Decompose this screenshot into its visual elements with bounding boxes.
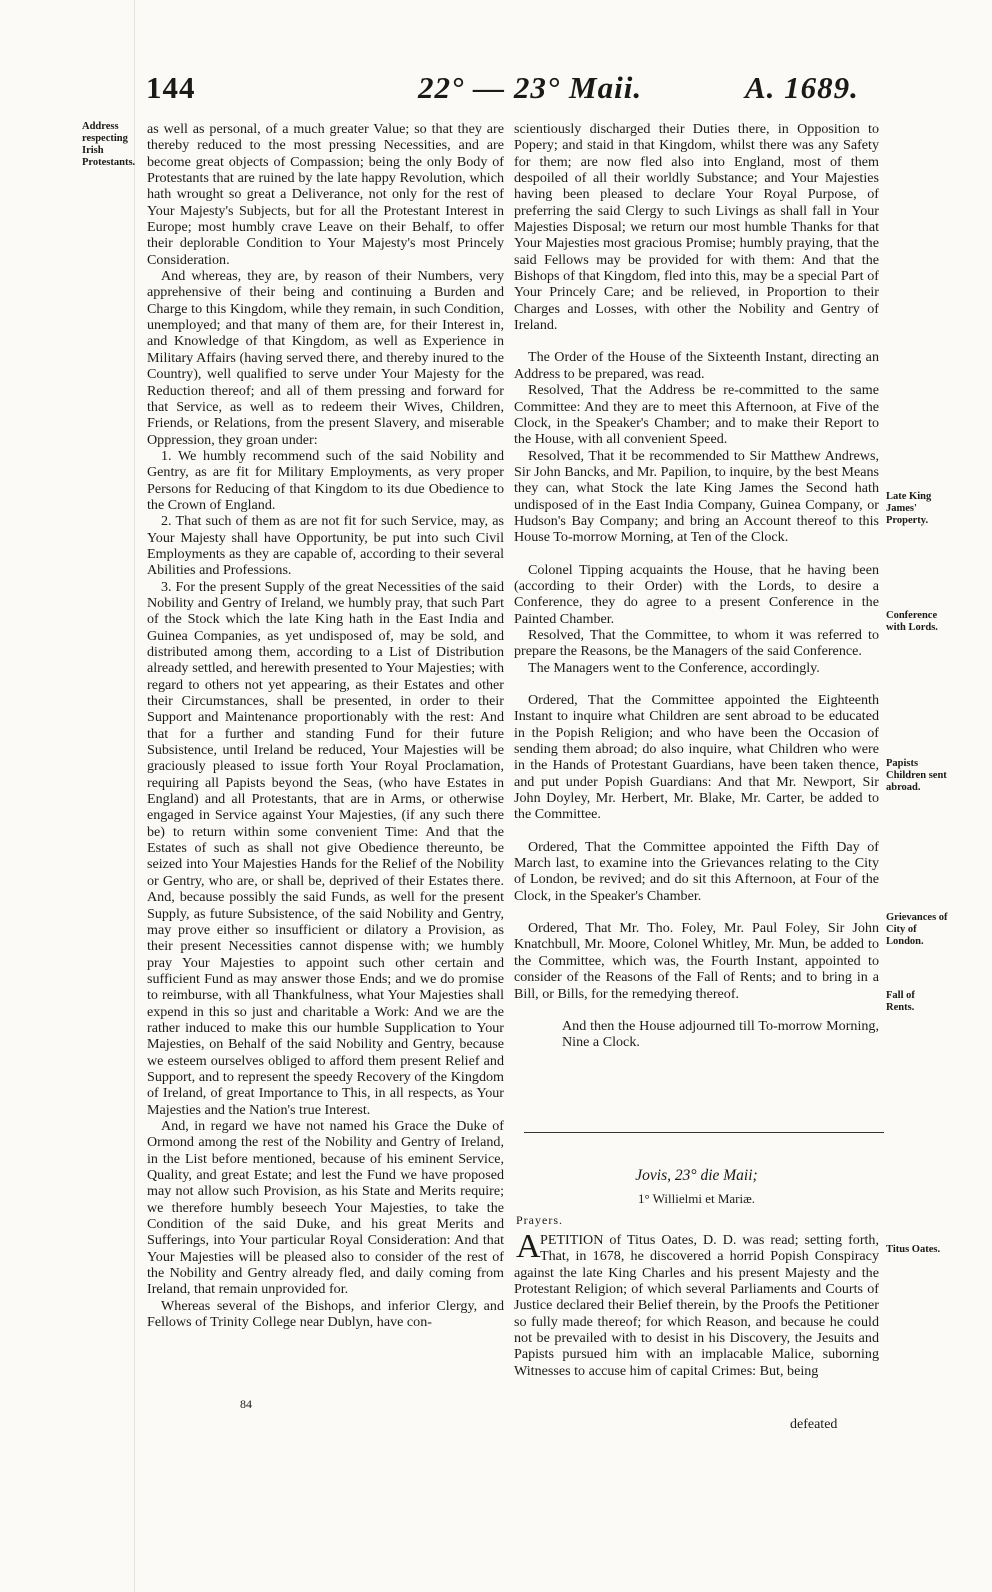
paragraph: as well as personal, of a much greater Value; so that they are thereby reduced to the most pressing Necessities, and are become great objects of Compassion; being the only Body of Protestants that are ruined by the late happy Revolution, which hath wrought so great a Deliverance, not only for the rest of Your Majesty's Subjects, but for all the Protestant Interest in Europe; most humbly crave Leave on their Behalf, to offer their deplorable Condition to Your Majesty's most Princely Consideration. (147, 121, 504, 268)
paragraph: Whereas several of the Bishops, and inferior Clergy, and Fellows of Trinity College near Dublyn, have con- (147, 1297, 504, 1331)
paragraph: Ordered, That Mr. Tho. Foley, Mr. Paul Foley, Sir John Knatchbull, Mr. Moore, Colonel Whitley, Mr. Mun, be added to the Committee, which was, the Fourth Instant, appointed to consider of the Reasons of the Fall of Rents; and to bring in a Bill, or Bills, for the remedying thereof. (514, 920, 879, 1002)
paragraph: Resolved, That the Committee, to whom it was referred to prepare the Reasons, be the Managers of the said Conference. (514, 626, 879, 660)
margin-note-grievances: Grievances of City of London. (886, 912, 948, 947)
margin-note-late-king: Late King James' Property. (886, 491, 932, 526)
prayers-heading: Prayers. (516, 1213, 563, 1227)
paragraph: Ordered, That the Committee appointed the Eighteenth Instant to inquire what Children are sent abroad to be educated in the Popish Religion; and who have been the Occasion of sending them abroad; do also inquire, what Children who were in the Hands of Protestant Guardians, have been taken thence, and put under Popish Guardians: And that Mr. Newport, Sir John Doyley, Mr. Herbert, Mr. Blake, Mr. Carter, be added to the Committee. (514, 692, 879, 823)
day-subheading: 1° Willielmi et Mariæ. (637, 1191, 756, 1206)
catchword: defeated (790, 1417, 838, 1432)
day-heading: Jovis, 23° die Maii; (635, 1167, 758, 1184)
paragraph: And, in regard we have not named his Grace the Duke of Ormond among the rest of the Nobility and Gentry of Ireland, in the List before mentioned, because of his eminent Service, Quality, and great Estate; and lest the Fund we have proposed may not allow such Provision, as his State and Merits require; we therefore humbly beseech Your Majesties, to take the Condition of the said Duke, and his great Merits and Sufferings, into Your particular Royal Consideration: And that Your Majesties will be pleased also to consider of the rest of the Nobility and Gentry already fled, and daily coming from Ireland, that remain unprovided for. (147, 1117, 504, 1298)
paragraph: Ordered, That the Committee appointed the Fifth Day of March last, to examine into the Grievances relating to the City of London, be revived; and do sit this Afternoon, at Four of the Clock, in the Speaker's Chamber. (514, 838, 879, 904)
margin-note-fall-rents: Fall of Rents. (886, 990, 915, 1013)
right-column (514, 121, 879, 1051)
paragraph: Resolved, That it be recommended to Sir Matthew Andrews, Sir John Bancks, and Mr. Papilion, to inquire, by the best Means they can, what Stock the late King James the Second hath undisposed of in the East India Company, Guinea Company, or Hudson's Bay Company; and bring an Account thereof to this House To-morrow Morning, at Ten of the Clock. (514, 447, 879, 546)
running-year: A. 1689. (745, 70, 859, 105)
running-dates: 22° — 23° Maii. (418, 70, 643, 105)
signature-mark: 84 (240, 1397, 252, 1411)
margin-note-conference: Conference with Lords. (886, 610, 938, 633)
section-divider (524, 1132, 884, 1134)
petition-paragraph (514, 1228, 879, 1379)
paragraph: 3. For the present Supply of the great Necessities of the said Nobility and Gentry of Ireland, we humbly pray, that such Part of the Stock which the late King hath in the East India and Guinea Companies, as yet undisposed of, may be sold, and distributed among them, according to a List of Distribution already settled, and herewith presented to Your Majesties; with regard to others not yet appearing, as their Estates and other their Circumstances, shall be presented, in order to their Support and Maintenance proportionably with the rest: And that for a further and standing Fund for their future Subsistence, until Ireland be reduced, Your Majesties will be graciously pleased to issue forth Your Royal Proclamation, requiring all Papists beyond the Seas, (who have Estates in England) and all Protestants, that are in Arms, or otherwise engaged in Service against Your Majesties, (if any such there be) to return within some convenient Time: And that the Estates of such as shall not give Obedience thereunto, be seized into Your Majesties Hands for the Relief of the Nobility or Gentry, who are, or shall be, deprived of their Estates there. And, because possibly the said Funds, as well for the present Supply, as future Subsistence, of the said Nobility and Gentry, may prove either so insufficient or dilatory a Provision, as their present Necessities cannot dispense with; we humbly pray Your Majesties to appoint such other certain and sufficient Fund as may answer those Ends; and we do promise to reimburse, with all Thankfulness, what Your Majesties shall expend in this so just and charitable a Work: And we are the rather induced to make this our humble Supplication to Your Majesties, on Behalf of the said Nobility and Gentry, because we esteem ourselves obliged to afford them present Relief and Support, and to represent the speedy Recovery of the Kingdom of Ireland, of great Importance to This, in all respects, as Your Majesties and the Nation's true Interest. (147, 578, 504, 1118)
paragraph: The Order of the House of the Sixteenth Instant, directing an Address to be prepared, was read. (514, 349, 879, 382)
margin-note-papists: Papists Children sent abroad. (886, 758, 947, 793)
margin-note-titus: Titus Oates. (886, 1244, 941, 1255)
paragraph: 1. We humbly recommend such of the said Nobility and Gentry, as are fit for Military Employments, as very proper Persons for Reducing of that Kingdom to its due Obedience to the Crown of England. (147, 447, 504, 513)
petition-text: PETITION of Titus Oates, D. D. was read; setting forth, That, in 1678, he discovered a horrid Popish Conspiracy against the late King Charles and his present Majesty and the Protestant Religion; of which several Parliaments and Courts of Justice declared their Belief therein, by the Proofs the Petitioner so fully made thereof; for which Reason, and because he could not be prevailed with to desist in his Discovery, the Jesuits and Papists pursued him with an implacable Malice, suborning Witnesses to accuse him of capital Crimes: But, being (514, 1232, 879, 1379)
paragraph: The Managers went to the Conference, accordingly. (528, 659, 820, 676)
dropcap: A (516, 1228, 541, 1265)
page-edge (134, 0, 135, 1592)
page-number: 144 (146, 70, 196, 105)
adjournment: And then the House adjourned till To-morrow Morning, Nine a Clock. (562, 1017, 879, 1051)
paragraph: Resolved, That the Address be re-committed to the same Committee: And they are to meet this Afternoon, at Five of the Clock, in the Speaker's Chamber; and to make their Report to the House, with all convenient Speed. (514, 382, 879, 448)
paragraph: And whereas, they are, by reason of their Numbers, very apprehensive of their being and continuing a Burden and Charge to this Kingdom, while they remain, in such Condition, unemployed; and that many of them are, for their Interest in, and Knowledge of that Kingdom, as well as Experience in Military Affairs (having served there, and thereby inured to the Country), well qualified to serve under Your Majesty for the Reduction thereof; and all of them pressing and forward for that Service, as well as to redeem their Wives, Children, Friends, or Relations, from the present Slavery, and miserable Oppression, they groan under: (147, 268, 504, 448)
paragraph: Colonel Tipping acquaints the House, that he having been (according to their Order) with the Lords, to desire a Conference, they do agree to a present Conference in the Painted Chamber. (514, 561, 879, 627)
left-column (147, 121, 504, 1330)
paragraph: 2. That such of them as are not fit for such Service, may, as Your Majesty shall have Opportunity, be put into such Civil Employments as they are capable of, according to their several Abilities and Professions. (147, 513, 504, 579)
margin-note-address: Address respecting Irish Protestants. (82, 121, 136, 168)
paragraph: scientiously discharged their Duties there, in Opposition to Popery; and staid in that Kingdom, whilst there was any Safety for them; are now fled also into England, most of them despoiled of all their worldly Substance; and Your Majesties having been pleased to declare Your Royal Purpose, of preferring the said Clergy to such Livings as shall fall in Your Majesties Disposal; we return our most humble Thanks for that Your Majesties most gracious Promise; humbly praying, that the said Fellows may be provided for with them: And that the Bishops of that Kingdom, fled into this, may be a special Part of Your Princely Care; and be relieved, in Proportion to their Charges and Losses, with other the Nobility and Gentry of Ireland. (514, 121, 879, 334)
